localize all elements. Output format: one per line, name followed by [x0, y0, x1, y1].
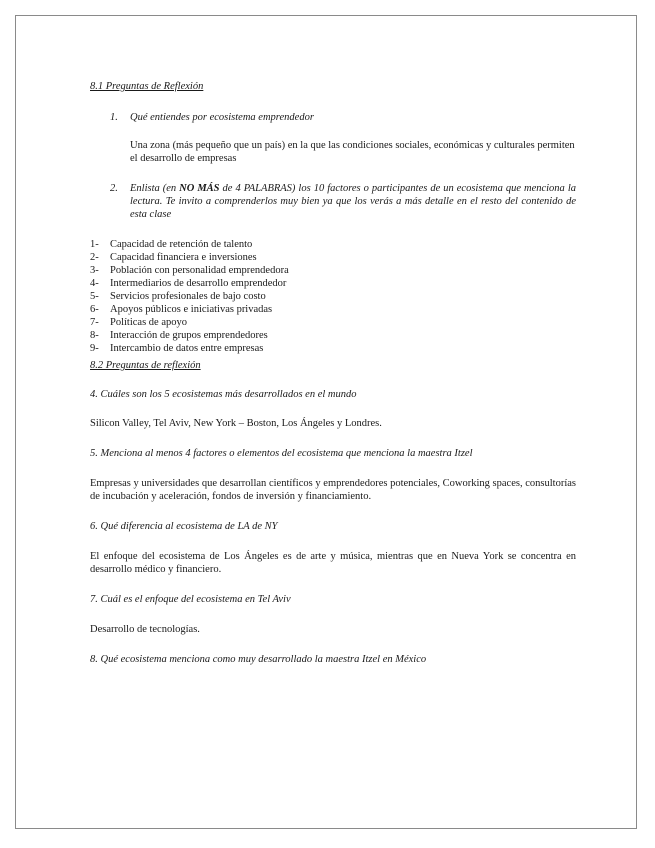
list-item — [90, 238, 576, 251]
list-number: 3- — [90, 265, 99, 276]
question-5: 5. Menciona al menos 4 factores o elementos del ecosistema que menciona la maestra Itzel — [90, 448, 473, 459]
question-4: 4. Cuáles son los 5 ecosistemas más desarrollados en el mundo — [90, 389, 357, 400]
list-number: 6- — [90, 304, 99, 315]
list-text: Apoyos públicos e iniciativas privadas — [110, 304, 273, 315]
list-item — [90, 251, 576, 264]
list-item — [90, 264, 576, 277]
list-item — [90, 303, 576, 316]
question-text-part: de 4 PALABRAS) los 10 factores o participantes de un ecosistema que menciona la lectura. Te invito a comprenderlos muy bien ya que los verás a más detalle en el resto del contenido de esta clase — [130, 183, 576, 220]
answer-5: Empresas y universidades que desarrollan científicos y emprendedores potenciales, Coworking spaces, consultorías de incubación y aceleración, fondos de inversión y financiamiento. — [90, 478, 576, 502]
list-number: 4- — [90, 278, 99, 289]
list-number: 5- — [90, 291, 99, 302]
question-text-part: Enlista (en — [130, 183, 180, 194]
list-text: Capacidad de retención de talento — [110, 239, 253, 250]
question-8: 8. Qué ecosistema menciona como muy desarrollado la maestra Itzel en México — [90, 654, 427, 665]
list-item — [90, 342, 576, 355]
list-text: Servicios profesionales de bajo costo — [110, 291, 266, 302]
question-number: 2. — [110, 183, 118, 194]
document-page — [15, 15, 637, 829]
list-item — [90, 329, 576, 342]
answer-1: Una zona (más pequeño que un país) en la que las condiciones sociales, económicas y culturales permiten el desarrollo de empresas — [130, 140, 575, 164]
list-number: 8- — [90, 330, 99, 341]
factor-list — [90, 238, 576, 355]
list-text: Población con personalidad emprendedora — [110, 265, 289, 276]
list-text: Políticas de apoyo — [110, 317, 187, 328]
section-heading-8-1: 8.1 Preguntas de Reflexión — [90, 81, 204, 92]
list-text: Intermediarios de desarrollo emprendedor — [110, 278, 287, 289]
document-content — [90, 80, 576, 666]
list-text: Intercambio de datos entre empresas — [110, 343, 264, 354]
list-text: Capacidad financiera e inversiones — [110, 252, 257, 263]
list-number: 7- — [90, 317, 99, 328]
list-text: Interacción de grupos emprendedores — [110, 330, 268, 341]
list-item — [90, 316, 576, 329]
question-text: Qué entiendes por ecosistema emprendedor — [130, 112, 314, 123]
question-7: 7. Cuál es el enfoque del ecosistema en Tel Aviv — [90, 594, 291, 605]
list-number: 1- — [90, 239, 99, 250]
answer-6: El enfoque del ecosistema de Los Ángeles es de arte y música, mientras que en Nueva York se concentra en desarrollo médico y financiero. — [90, 551, 576, 575]
question-text — [130, 182, 576, 221]
question-number: 1. — [110, 112, 118, 123]
list-number: 9- — [90, 343, 99, 354]
list-item — [90, 277, 576, 290]
question-2 — [110, 182, 576, 221]
answer-7: Desarrollo de tecnologías. — [90, 624, 200, 635]
question-6: 6. Qué diferencia al ecosistema de LA de NY — [90, 521, 278, 532]
question-1 — [110, 111, 576, 124]
section-heading-8-2: 8.2 Preguntas de reflexión — [90, 360, 201, 371]
list-number: 2- — [90, 252, 99, 263]
answer-4: Silicon Valley, Tel Aviv, New York – Boston, Los Ángeles y Londres. — [90, 418, 382, 429]
list-item — [90, 290, 576, 303]
emphasis-text: NO MÁS — [179, 183, 220, 194]
